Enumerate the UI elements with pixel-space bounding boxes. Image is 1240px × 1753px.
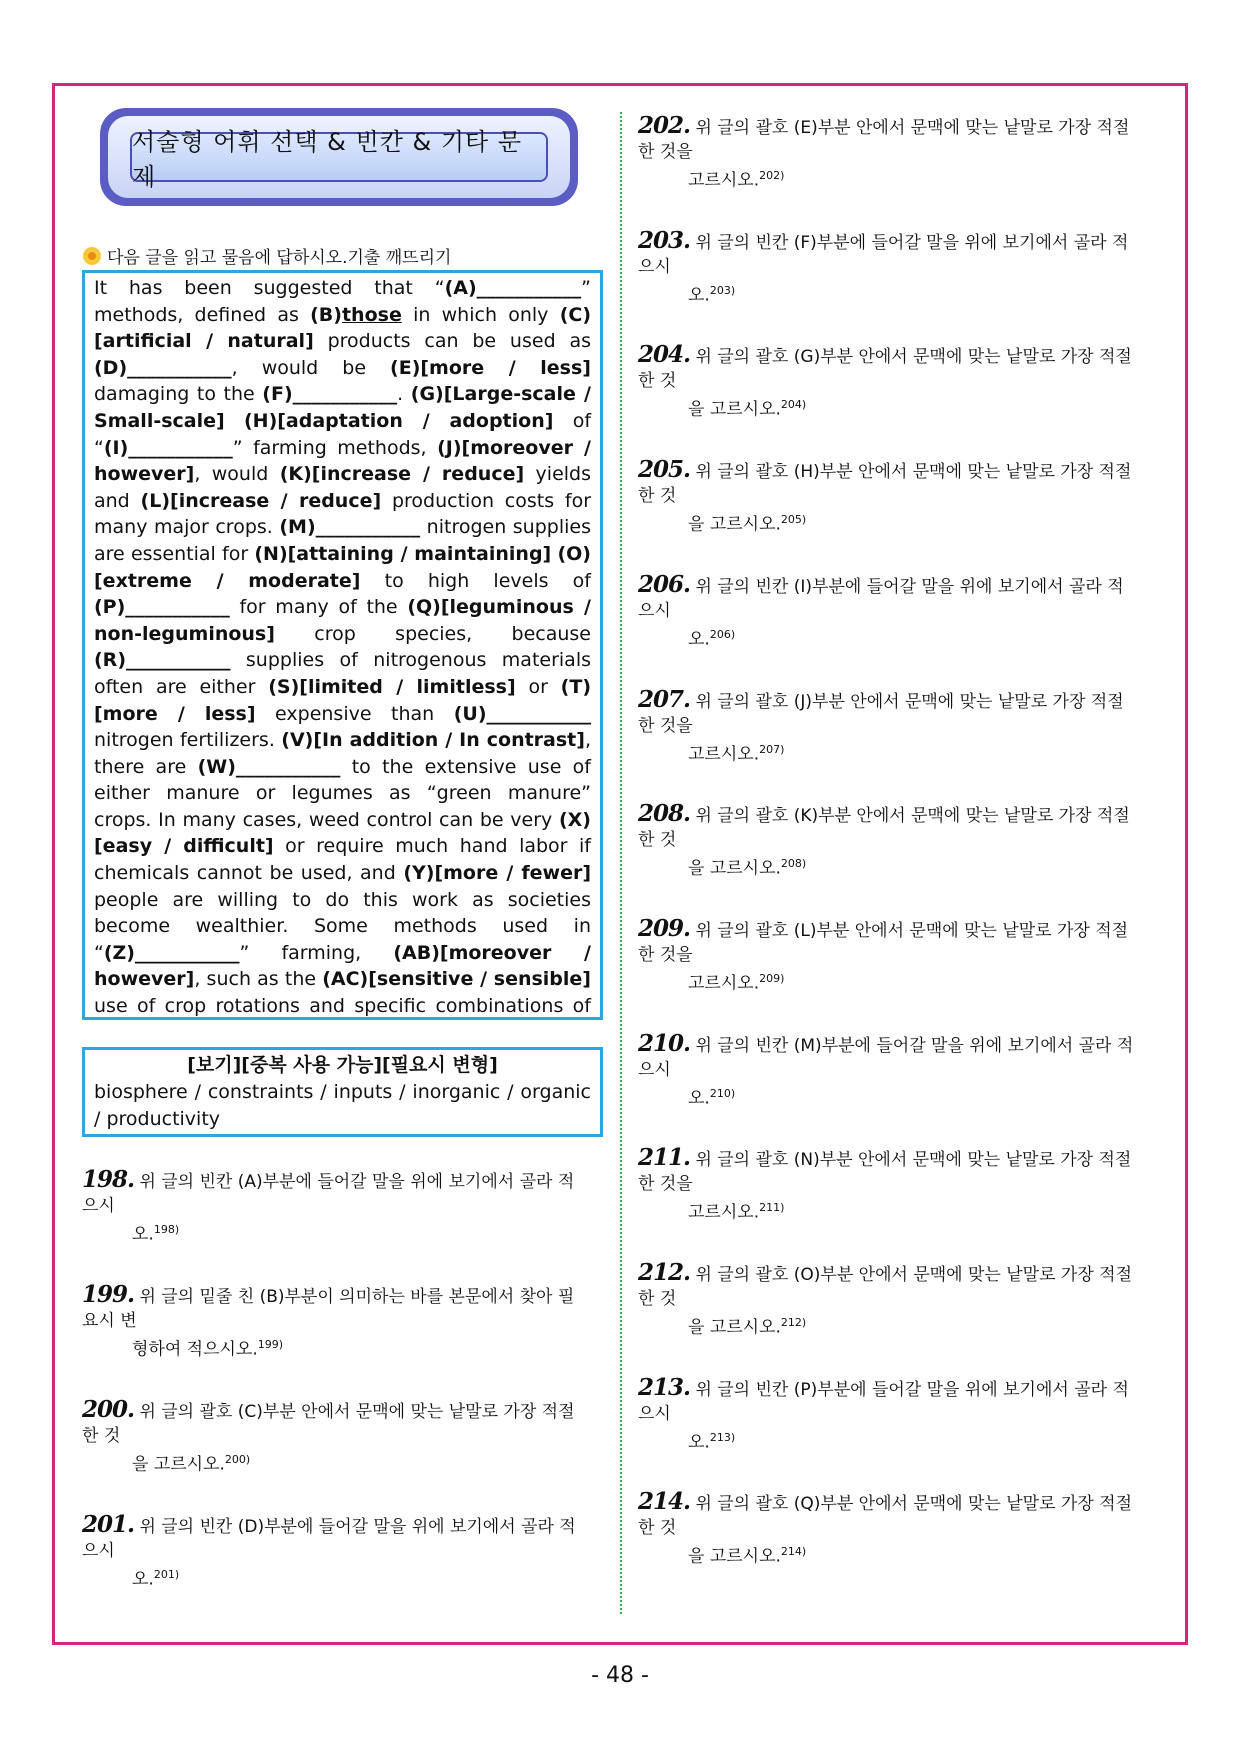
question-text-line1: 위 글의 괄호 (E)부분 안에서 문맥에 맞는 낱말로 가장 적절한 것을	[638, 118, 1130, 162]
column-divider	[620, 112, 622, 1614]
passage-bold-segment: (W)___________	[197, 755, 341, 778]
footnote-marker: 207)	[759, 742, 785, 756]
passage-text-segment: nitrogen supplies are essential for	[94, 516, 591, 565]
passage-bold-segment: (B)	[310, 303, 342, 326]
footnote-marker: 209)	[759, 971, 785, 985]
question-number: 205.	[638, 456, 691, 484]
passage-bold-segment: (A)	[444, 277, 477, 299]
question-number: 199.	[82, 1281, 135, 1308]
question-item	[638, 685, 1138, 767]
footnote-marker: 204)	[780, 398, 807, 412]
page-number: - 48 -	[591, 1663, 649, 1688]
passage-text-segment: for many of the	[229, 596, 408, 619]
passage-bold-segment: (N)[attaining / maintaining]	[254, 542, 552, 565]
question-number: 201.	[82, 1511, 135, 1538]
question-text-line1: 위 글의 빈칸 (F)부분에 들어갈 말을 위에 보기에서 골라 적으시	[638, 232, 1129, 277]
passage-text-segment: .	[397, 383, 411, 406]
passage-text-segment: ” methods, defined as	[94, 277, 591, 326]
question-item	[638, 802, 1138, 881]
question-text-line1: 위 글의 괄호 (H)부분 안에서 문맥에 맞는 낱말로 가장 적절한 것	[638, 462, 1132, 507]
question-item	[638, 114, 1138, 193]
passage-text-segment	[225, 410, 244, 432]
word-bank-box	[82, 1047, 603, 1137]
passage-text-segment: nitrogen fertilizers.	[94, 729, 282, 752]
question-number: 200.	[82, 1396, 135, 1423]
passage-bold-segment: (H)[adaptation / adoption]	[243, 409, 554, 432]
passage-bold-segment: (AB)[moreover / however]	[94, 941, 591, 991]
passage-text-segment: , such as the	[194, 968, 323, 991]
flower-bullet-icon	[83, 247, 101, 265]
question-number: 214.	[638, 1488, 691, 1516]
footnote-marker: 214)	[780, 1545, 807, 1559]
question-text-line1: 위 글의 빈칸 (P)부분에 들어갈 말을 위에 보기에서 골라 적으시	[638, 1379, 1129, 1424]
passage-bold-segment: (X)[easy / difficult]	[94, 808, 591, 858]
passage-text-segment: , would be	[231, 356, 391, 379]
passage-bold-segment: (AC)[sensitive / sensible]	[322, 968, 591, 991]
question-item	[638, 458, 1138, 537]
question-text-line2: 을 고르시오.$^{212)}$	[688, 1316, 807, 1338]
passage-bold-segment: (C)[artificial / natural]	[94, 303, 591, 353]
question-text-line1: 위 글의 빈칸 (D)부분에 들어갈 말을 위에 보기에서 골라 적으시	[82, 1517, 576, 1561]
question-number: 206.	[638, 570, 691, 598]
passage-bold-segment: (V)[In addition / In contrast]	[281, 729, 585, 752]
question-text-line1: 위 글의 괄호 (K)부분 안에서 문맥에 맞는 낱말로 가장 적절한 것	[638, 806, 1130, 851]
question-text-line1: 위 글의 밑줄 친 (B)부분이 의미하는 바를 본문에서 찾아 필요시 변	[82, 1287, 575, 1331]
question-text-line2: 고르시오.$^{209)}$	[688, 971, 785, 994]
question-item	[638, 226, 1138, 308]
passage-underlined-phrase: those	[341, 303, 402, 326]
question-number: 211.	[638, 1144, 691, 1172]
question-item	[638, 570, 1138, 652]
footnote-marker: 211)	[759, 1201, 785, 1215]
question-text-line1: 위 글의 빈칸 (M)부분에 들어갈 말을 위에 보기에서 골라 적으시	[638, 1035, 1134, 1080]
question-item	[82, 1513, 582, 1592]
section-title-banner	[100, 108, 578, 206]
question-number: 208.	[638, 800, 691, 828]
question-text-line2: 오.$^{213)}$	[688, 1430, 736, 1453]
passage-bold-segment: (R)___________	[94, 649, 231, 672]
question-text-line1: 위 글의 괄호 (C)부분 안에서 문맥에 맞는 낱말로 가장 적절한 것	[82, 1402, 575, 1446]
passage-bold-segment: (E)[more / less]	[390, 356, 591, 379]
question-text-line2: 고르시오.$^{207)}$	[688, 742, 785, 765]
question-text-line1: 위 글의 빈칸 (I)부분에 들어갈 말을 위에 보기에서 골라 적으시	[638, 576, 1124, 621]
footnote-marker: 210)	[709, 1086, 736, 1100]
footnote-marker: 201)	[153, 1568, 180, 1581]
question-text-line1: 위 글의 괄호 (N)부분 안에서 문맥에 맞는 낱말로 가장 적절한 것을	[638, 1150, 1132, 1195]
question-number: 210.	[638, 1029, 691, 1057]
question-number: 207.	[638, 685, 691, 713]
word-bank-words: biosphere / constraints / inputs / inorganic / organic / productivity	[94, 1081, 591, 1130]
question-number: 202.	[638, 112, 691, 139]
question-item	[638, 1261, 1138, 1340]
passage-bold-segment: (F)___________	[262, 383, 398, 406]
footnote-marker: 199)	[257, 1338, 284, 1351]
passage-text-segment: or	[515, 675, 561, 698]
question-text-line1: 위 글의 빈칸 (A)부분에 들어갈 말을 위에 보기에서 골라 적으시	[82, 1172, 575, 1216]
passage-text-segment: in which only	[401, 303, 560, 326]
question-text-line2: 오.$^{206)}$	[688, 627, 736, 650]
passage-text-segment: products can be used as	[313, 330, 591, 353]
passage-text-segment: ” farming,	[239, 941, 394, 964]
passage-text-segment: supplies of nitrogenous materials often are either	[94, 649, 591, 698]
question-item	[638, 1373, 1138, 1455]
question-item	[638, 343, 1138, 422]
word-bank-header: [보기][중복 사용 가능][필요시 변형]	[187, 1054, 498, 1076]
passage-bold-segment: (M)___________	[279, 516, 421, 539]
passage-bold-segment: (K)[increase / reduce]	[279, 463, 525, 486]
question-number: 209.	[638, 914, 691, 942]
question-item	[82, 1168, 582, 1247]
question-item	[638, 914, 1138, 996]
question-item	[82, 1283, 582, 1362]
footnote-marker: 198)	[153, 1223, 180, 1236]
passage-bold-segment: (G)[Large-scale / Small-scale]	[94, 383, 591, 432]
passage-text-segment: damaging to the	[94, 383, 263, 406]
footnote-marker: 213)	[709, 1430, 736, 1444]
question-number: 198.	[82, 1166, 135, 1193]
question-text-line1: 위 글의 괄호 (O)부분 안에서 문맥에 맞는 낱말로 가장 적절한 것	[638, 1265, 1133, 1309]
footnote-marker: 203)	[709, 283, 736, 297]
passage-bold-segment	[342, 304, 402, 326]
passage-bold-segment: (I)___________	[103, 436, 233, 459]
question-item	[638, 1029, 1138, 1111]
passage-bold-segment: (L)[increase / reduce]	[140, 489, 382, 512]
question-number: 213.	[638, 1373, 691, 1401]
question-item	[82, 1398, 582, 1477]
question-text-line2: 형하여 적으시오.$^{199)}$	[132, 1338, 284, 1360]
question-text-line2: 고르시오.$^{211)}$	[688, 1201, 785, 1223]
passage-text-segment: to high levels of	[360, 569, 591, 592]
question-text-line2: 을 고르시오.$^{205)}$	[688, 513, 807, 535]
question-text-line2: 을 고르시오.$^{208)}$	[688, 857, 807, 879]
question-number: 204.	[638, 341, 691, 369]
passage-bold-segment: (P)___________	[94, 596, 230, 619]
question-text-line2: 을 고르시오.$^{200)}$	[132, 1453, 251, 1475]
passage-bold-segment: (U)___________	[453, 702, 591, 725]
footnote-marker: 206)	[709, 627, 736, 641]
passage-text-segment: to the extensive use of either manure or legumes as “green manure” crops. In many cases, weed control can be very	[94, 755, 591, 831]
passage-bold-segment: (D)___________	[94, 356, 232, 379]
question-text-line1: 위 글의 괄호 (Q)부분 안에서 문맥에 맞는 낱말로 가장 적절한 것	[638, 1494, 1133, 1539]
passage-bold-segment: (T)[more / less]	[94, 675, 591, 725]
question-text-line1: 위 글의 괄호 (J)부분 안에서 문맥에 맞는 낱말로 가장 적절한 것을	[638, 691, 1124, 736]
footnote-marker: 202)	[759, 169, 785, 182]
footnote-marker: 212)	[780, 1316, 807, 1329]
passage-bold-segment: (Z)___________	[103, 941, 240, 964]
reading-passage	[82, 270, 603, 1020]
question-number: 212.	[638, 1259, 691, 1286]
question-number: 203.	[638, 226, 691, 254]
passage-text-segment: , there are	[94, 729, 591, 778]
passage-text-segment: yields and	[94, 463, 591, 512]
instruction-line	[83, 243, 451, 268]
passage-text-segment: crop species, because	[274, 622, 591, 645]
question-text-line2: 오.$^{210)}$	[688, 1086, 736, 1109]
question-text-line2: 오.$^{201)}$	[132, 1568, 180, 1590]
question-text-line2: 을 고르시오.$^{204)}$	[688, 398, 807, 421]
passage-text-segment: , would	[194, 463, 280, 486]
section-title: 서술형 어휘 선택 & 빈칸 & 기타 문제	[130, 132, 548, 182]
passage-bold-segment: (Q)[leguminous / non-leguminous]	[94, 596, 591, 645]
passage-text-segment: use of crop rotations and specific combinations of	[94, 995, 591, 1018]
passage-text-segment: ” farming methods,	[232, 436, 438, 459]
passage-bold-segment: (O)[extreme / moderate]	[94, 542, 591, 592]
question-item	[638, 1490, 1138, 1569]
question-text-line2: 오.$^{198)}$	[132, 1223, 180, 1245]
passage-text-segment: people are willing to do this work as societies become wealthier. Some methods used in “	[94, 888, 591, 964]
passage-bold-segment: ___________	[476, 277, 582, 299]
footnote-marker: 205)	[780, 513, 807, 527]
instruction-text: 다음 글을 읽고 물음에 답하시오.기출 깨뜨리기	[107, 248, 452, 268]
question-text-line1: 위 글의 괄호 (L)부분 안에서 문맥에 맞는 낱말로 가장 적절한 것을	[638, 920, 1129, 965]
footnote-marker: 208)	[780, 857, 807, 871]
footnote-marker: 200)	[224, 1453, 251, 1466]
question-text-line1: 위 글의 괄호 (G)부분 안에서 문맥에 맞는 낱말로 가장 적절한 것	[638, 347, 1132, 392]
passage-text-segment: production costs for many major crops.	[94, 489, 591, 539]
question-text-line2: 고르시오.$^{202)}$	[688, 169, 785, 191]
passage-bold-segment: (S)[limited / limitless]	[268, 675, 516, 698]
passage-bold-segment: (J)[moreover / however]	[94, 436, 591, 486]
question-text-line2: 을 고르시오.$^{214)}$	[688, 1545, 807, 1568]
passage-text-segment: It has been suggested that “	[94, 277, 445, 299]
passage-text-segment: or require much hand labor if chemicals cannot be used, and	[94, 835, 591, 885]
passage-bold-segment: (Y)[more / fewer]	[403, 862, 592, 885]
passage-text-segment: of “	[94, 409, 592, 459]
passage-text-segment: expensive than	[255, 702, 454, 725]
question-text-line2: 오.$^{203)}$	[688, 283, 736, 306]
question-item	[638, 1146, 1138, 1225]
